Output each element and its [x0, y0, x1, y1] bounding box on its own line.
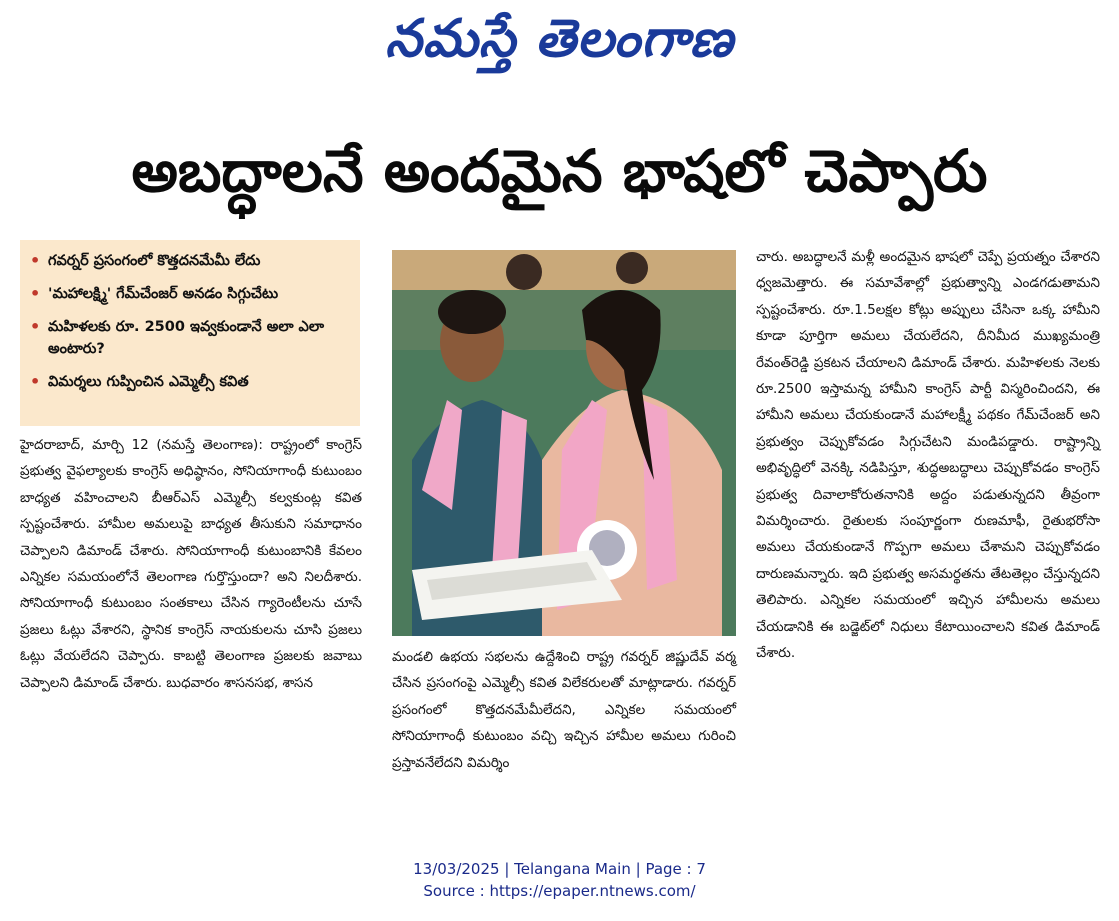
article-photo — [392, 250, 736, 636]
highlight-item — [28, 316, 352, 360]
highlight-item — [28, 371, 352, 393]
article-column-1 — [20, 432, 362, 696]
bullet-icon: • — [30, 251, 41, 270]
footer-date-line: 13/03/2025 | Telangana Main | Page : 7 — [413, 860, 706, 878]
article-text: హైదరాబాద్, మార్చి 12 (నమస్తే తెలంగాణ): రాష్ట్రంలో కాంగ్రెస్ ప్రభుత్వ వైఫల్యాలకు కాంగ్రెస్ అధిష్ఠానం, సోనియాగాంధీ కుటుంబం బాధ్యత వహించాలని బీఆర్‌ఎస్ ఎమ్మెల్సీ కల్వకుంట్ల కవిత స్పష్టంచేశారు. హామీల అమలుపై బాధ్యత తీసుకుని సమాధానం చెప్పాలని డిమాండ్ చేశారు. సోనియాగాంధీ కుటుంబానికి కేవలం ఎన్నికల సమయంలోనే తెలంగాణ గుర్తొస్తుందా? అని నిలదీశారు. సోనియాగాంధీ కుటుంబం సంతకాలు చేసిన గ్యారెంటీలను చూసే ప్రజలు ఓట్లు వేశారని, స్థానిక కాంగ్రెస్ నాయకులను చూసి ప్రజలు ఓట్లు వేయలేదని చెప్పారు. కాబట్టి తెలంగాణ ప్రజలకు జవాబు చెప్పాలని డిమాండ్ చేశారు. బుధవారం శాసనసభ, శాసన — [20, 437, 362, 691]
highlight-item — [28, 250, 352, 272]
article-column-2 — [392, 644, 736, 776]
highlight-text: మహిళలకు రూ. 2500 ఇవ్వకుండానే అలా ఎలా అంటారు? — [48, 319, 325, 357]
highlights-list — [28, 250, 352, 393]
bullet-icon: • — [30, 317, 41, 336]
highlight-text: విమర్శలు గుప్పించిన ఎమ్మెల్సీ కవిత — [48, 374, 249, 390]
highlights-box — [20, 240, 360, 426]
article-text: చారు. అబద్ధాలనే మళ్లీ అందమైన భాషలో చెప్పే ప్రయత్నం చేశారని ధ్వజమెత్తారు. ఈ సమావేశాల్లో ప్రభుత్వాన్ని ఎండగడుతామని స్పష్టంచేశారు. రూ.1.5లక్షల కోట్లు అప్పులు చేసినా ఒక్క హామీని కూడా పూర్తిగా అమలు చేయలేదని, దీనిమీద ముఖ్యమంత్రి రేవంత్‌రెడ్డి ప్రకటన చేయాలని డిమాండ్ చేశారు. మహిళలకు నెలకు రూ.2500 ఇస్తామన్న హామీని కాంగ్రెస్ పార్టీ విస్మరించిందని, ఈ హామీని అమలు చేయకుండానే మహాలక్ష్మీ పథకం గేమ్‌చేంజర్ అని ప్రభుత్వం చెప్పుకోవడం సిగ్గుచేటని మండిపడ్డారు. రాష్ట్రాన్ని అభివృద్ధిలో వెనక్కి నడిపిస్తూ, శుద్ధఅబద్ధాలు చెప్పుకోవడం కాంగ్రెస్ ప్రభుత్వ దివాలాకోరుతనానికి అద్దం పడుతున్నదని తీవ్రంగా విమర్శించారు. రైతులకు సంపూర్ణంగా రుణమాఫీ, రైతుభరోసా అమలు చేయకుండానే గొప్పగా అమలు చేశామని చెప్పుకోవడం దారుణమన్నారు. ఇది ప్రభుత్వ అసమర్థతను తేటతెల్లం చేస్తున్నదని తెలిపారు. ఎన్నికల సమయంలో ఇచ్చిన హామీలను అమలు చేయడానికి ఈ బడ్జెట్‌లో నిధులు కేటాయించాలని కవిత డిమాండ్ చేశారు. — [756, 249, 1100, 662]
newspaper-masthead: నమస్తే తెలంగాణ — [385, 9, 734, 69]
footer-source-line: Source : https://epaper.ntnews.com/ — [423, 882, 696, 900]
highlight-text: గవర్నర్ ప్రసంగంలో కొత్తదనమేమీ లేదు — [48, 253, 261, 269]
page-footer — [0, 858, 1119, 902]
bullet-icon: • — [30, 284, 41, 303]
photo-illustration — [392, 250, 736, 636]
article-headline: అబద్ధాలనే అందమైన భాషలో చెప్పారు — [131, 137, 988, 205]
article-column-3 — [756, 244, 1100, 667]
bullet-icon: • — [30, 372, 41, 391]
highlight-item — [28, 283, 352, 305]
highlight-text: 'మహాలక్ష్మి' గేమ్‌చేంజర్ అనడం సిగ్గుచేటు — [48, 286, 279, 302]
article-text: మండలి ఉభయ సభలను ఉద్దేశించి రాష్ట్ర గవర్నర్ జిష్ణుదేవ్ వర్మ చేసిన ప్రసంగంపై ఎమ్మెల్సీ కవిత విలేకరులతో మాట్లాడారు. గవర్నర్ ప్రసంగంలో కొత్తదనమేమీలేదని, ఎన్నికల సమయంలో సోనియాగాంధీ కుటుంబం వచ్చి ఇచ్చిన హామీల అమలు గురించి ప్రస్తావనేలేదని విమర్శిం — [392, 649, 736, 771]
